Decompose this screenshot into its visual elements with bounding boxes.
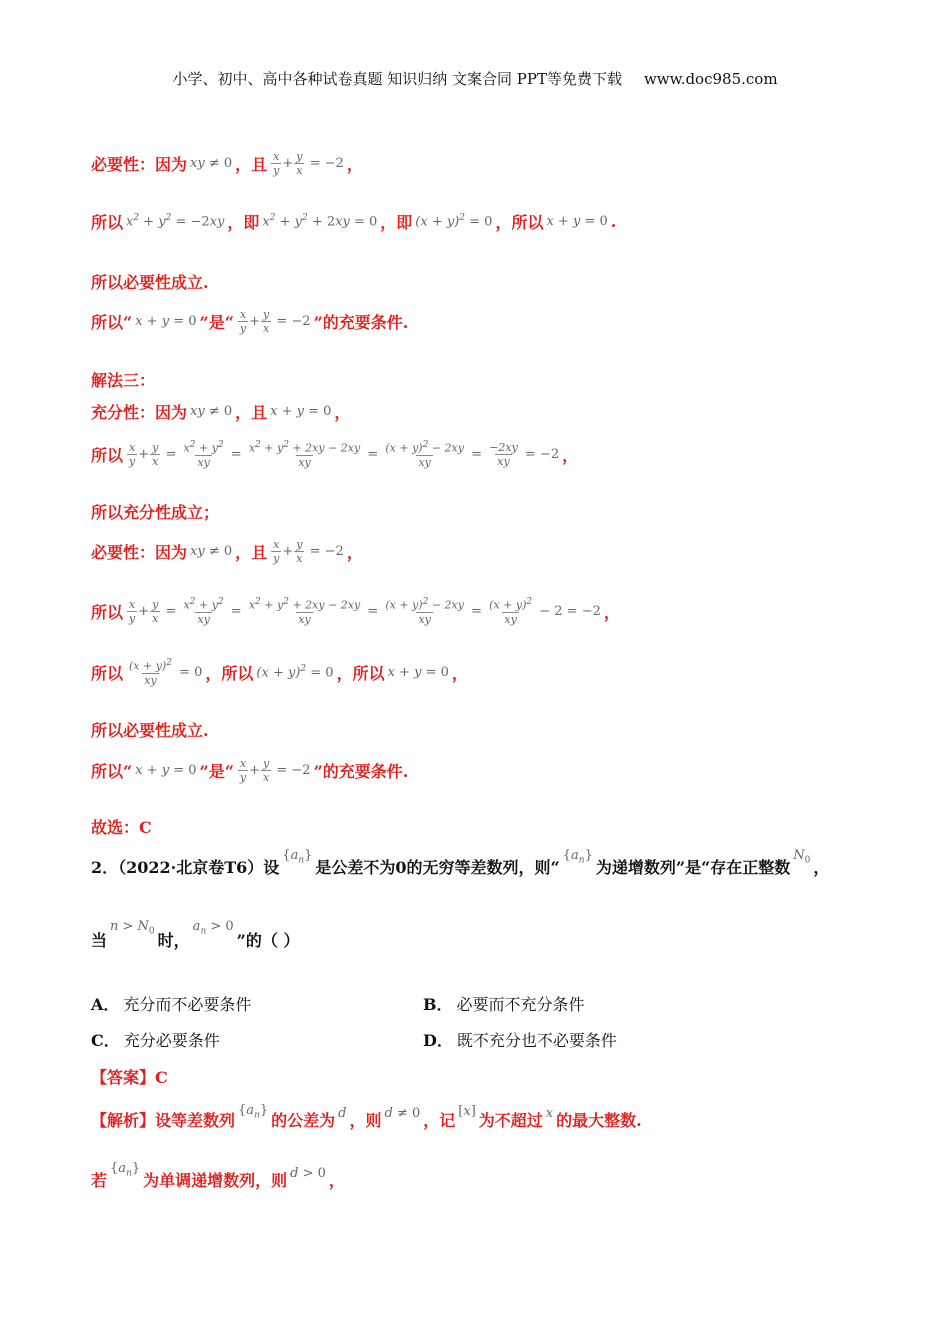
- text: 时，: [157, 931, 190, 950]
- math-eq: $\frac{(x + y)^2}{xy}$ = 0: [129, 658, 203, 687]
- math-derivation: $\frac{x}{y}$ + $\frac{y}{x}$ = $\frac{x^2 + y^2}{xy}$ = $\frac{x^2 + y^2 + 2xy - 2xy}{xy}$ = $\frac{(x + y)^2 - 2xy}{xy}$ = $\frac{-2xy}{xy}$ = −2: [129, 440, 560, 469]
- line-necessity-5: [91, 658, 468, 687]
- text: ，: [562, 445, 579, 465]
- text: ，即: [227, 213, 260, 232]
- math-eq: x + y = 0: [135, 314, 197, 329]
- option-letter: C．: [91, 1031, 120, 1050]
- math-seq: $\{a_n\}$: [282, 847, 313, 866]
- math-eq: $\frac{x}{y}$ + $\frac{y}{x}$ = −2: [239, 308, 311, 335]
- option-text: 充分必要条件: [123, 1031, 220, 1050]
- question-line-2: [91, 918, 300, 951]
- text: ”是“: [199, 313, 234, 332]
- line-necessity-4: [91, 597, 620, 626]
- math-eq: x + y = 0: [135, 763, 197, 778]
- line-necessity-holds: [91, 270, 209, 293]
- analysis-line-1: [91, 1102, 642, 1131]
- text: ，且: [235, 543, 268, 562]
- math-eq: x + y = 0: [270, 404, 332, 419]
- math-seq: $\{a_n\}$: [562, 847, 593, 866]
- text: ”的（ ）: [236, 931, 300, 950]
- text: 所以: [91, 602, 124, 622]
- question-line-1: [91, 847, 830, 878]
- text: 所以: [91, 663, 124, 683]
- text: 为不超过: [478, 1111, 543, 1130]
- text: 所以“: [91, 762, 133, 781]
- text: 的最大整数.: [556, 1111, 642, 1130]
- text: 所以“: [91, 313, 133, 332]
- analysis-line-2: [91, 1160, 345, 1191]
- math-d: d: [338, 1106, 347, 1121]
- line-conclusion-1: [91, 308, 408, 335]
- text: 为单调递增数列，则: [143, 1171, 288, 1190]
- math-eq: $\frac{x}{y}$ + $\frac{y}{x}$ = −2: [239, 757, 311, 784]
- text: ，: [328, 1171, 345, 1190]
- option-c[interactable]: [91, 1028, 220, 1051]
- math-eq: $(x + y)^2 = 0$: [415, 213, 493, 230]
- line-sufficiency-2: [91, 440, 578, 469]
- text: 充分性：因为: [91, 403, 188, 422]
- text: .: [610, 212, 617, 231]
- text: ，且: [235, 403, 268, 422]
- text: ，: [451, 663, 468, 683]
- math-eq: $(x + y)^2 = 0$: [256, 664, 334, 681]
- math-x: x: [545, 1106, 554, 1121]
- text: ，且: [235, 155, 268, 174]
- math-seq: $\{a_n\}$: [110, 1160, 141, 1179]
- text: ”的充要条件.: [313, 313, 409, 332]
- text: ”的充要条件.: [313, 762, 409, 781]
- text: ，: [813, 858, 830, 877]
- line-necessity-1: [91, 150, 363, 177]
- math-derivation: $\frac{x}{y}$ + $\frac{y}{x}$ = $\frac{x^2 + y^2}{xy}$ = $\frac{x^2 + y^2 + 2xy - 2xy}{xy}$ = $\frac{(x + y)^2 - 2xy}{xy}$ = $\frac{(x + y)^2}{xy}$ − 2 = −2: [129, 597, 601, 626]
- math-an-gt-0: $a_n > 0$: [192, 918, 234, 937]
- text: 解法三：: [91, 371, 156, 390]
- math-eq: x + y = 0: [387, 664, 449, 680]
- option-a[interactable]: [91, 992, 251, 1015]
- text: ，所以: [495, 213, 544, 232]
- text: 的公差为: [271, 1111, 336, 1130]
- math-d-ne-0: d ≠ 0: [384, 1106, 421, 1121]
- text: 所以充分性成立；: [91, 503, 220, 522]
- text: 是公差不为0的无穷等差数列，则“: [315, 858, 560, 877]
- text: ，记: [423, 1111, 456, 1130]
- header-text: 小学、初中、高中各种试卷真题 知识归纳 文案合同 PPT等免费下载: [172, 70, 622, 88]
- math-n-gt-n0: $n > N_0$: [110, 918, 155, 937]
- option-letter: A．: [91, 995, 120, 1014]
- text: 必要性：因为: [91, 543, 188, 562]
- option-letter: D．: [423, 1031, 453, 1050]
- math-eq: xy ≠ 0: [190, 544, 233, 559]
- text: 所以: [91, 213, 124, 232]
- text: 【解析】设等差数列: [91, 1111, 236, 1130]
- text: 所以必要性成立.: [91, 721, 209, 740]
- page-header: [0, 68, 950, 89]
- text: ，: [346, 155, 363, 174]
- math-xy-ne-0: xy ≠ 0: [190, 156, 233, 171]
- math-d-gt-0: d > 0: [290, 1166, 326, 1181]
- text: ，所以: [336, 663, 385, 683]
- option-b[interactable]: [423, 992, 585, 1015]
- answer-line: [91, 1065, 168, 1088]
- line-sufficiency-1: [91, 400, 350, 423]
- text: ，所以: [205, 663, 254, 683]
- text: 所以必要性成立.: [91, 273, 209, 292]
- option-text: 既不充分也不必要条件: [456, 1031, 617, 1050]
- line-choose: [91, 815, 152, 838]
- option-text: 充分而不必要条件: [123, 995, 252, 1014]
- math-eq: $\frac{x}{y}$ + $\frac{y}{x}$ = −2: [273, 538, 344, 565]
- text: ，: [334, 403, 351, 422]
- line-necessity-3: [91, 538, 363, 565]
- header-site: www.doc985.com: [643, 70, 778, 88]
- text: 所以: [91, 445, 124, 465]
- option-text: 必要而不充分条件: [456, 995, 585, 1014]
- line-necessity-holds-2: [91, 718, 209, 741]
- math-eq: xy ≠ 0: [190, 404, 233, 419]
- text: 2．（2022·北京卷T6）设: [91, 858, 280, 877]
- line-conclusion-2: [91, 757, 408, 784]
- text: ，则: [349, 1111, 382, 1130]
- text: ，: [346, 543, 363, 562]
- text: 当: [91, 931, 108, 950]
- option-d[interactable]: [423, 1028, 617, 1051]
- text: 故选：C: [91, 818, 152, 837]
- text: 若: [91, 1171, 108, 1190]
- line-method-three: [91, 368, 155, 391]
- line-necessity-2: [91, 210, 616, 233]
- math-eq: x + y = 0: [546, 214, 608, 229]
- math-eq: $x^2 + y^2 + 2xy = 0$: [262, 213, 378, 230]
- text: ”是“: [199, 762, 234, 781]
- math-eq: $x^2 + y^2 = -2xy$: [126, 213, 225, 230]
- answer-label: 【答案】C: [91, 1068, 168, 1087]
- text: 必要性：因为: [91, 155, 188, 174]
- math-seq: $\{a_n\}$: [238, 1102, 269, 1121]
- text: 为递增数列”是“存在正整数: [595, 858, 791, 877]
- math-floor-x: [x]: [458, 1104, 476, 1119]
- math-x-y-sum: $\frac{x}{y}$ + $\frac{y}{x}$ = −2: [273, 150, 344, 177]
- text: ，: [603, 602, 620, 622]
- text: ，即: [380, 213, 413, 232]
- math-n0: $N_0$: [793, 847, 811, 866]
- line-sufficiency-holds: [91, 500, 219, 523]
- option-letter: B．: [423, 995, 453, 1014]
